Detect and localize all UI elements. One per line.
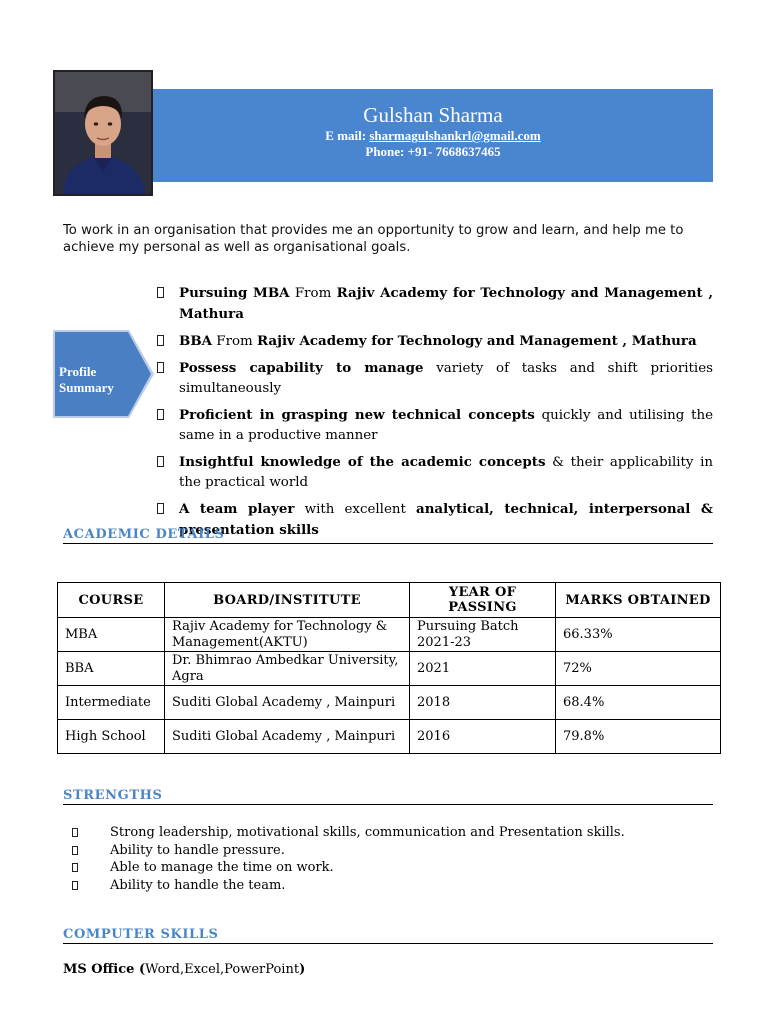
strength-text: Able to manage the time on work. [110,860,334,875]
institute-cell: Suditi Global Academy , Mainpuri [165,686,410,720]
institute-cell: Dr. Bhimrao Ambedkar University, Agra [165,652,410,686]
strengths-list [68,824,625,894]
item-strong: Proficient in grasping new technical concepts [179,407,535,423]
profile-photo [53,70,153,196]
list-item [157,405,713,446]
skill-strong: MS Office ( [63,962,146,977]
candidate-name: Gulshan Sharma [363,103,503,127]
table-row [58,720,721,754]
course-cell: BBA [58,652,165,686]
profile-label-line2: Summary [59,380,114,395]
profile-summary-label [59,364,114,396]
list-item [157,452,713,493]
item-strong: A team player [179,501,295,517]
year-cell: Pursuing Batch 2021-23 [410,618,556,652]
strength-text: Strong leadership, motivational skills, communication and Presentation skills. [110,825,625,840]
bullet-icon [72,863,78,872]
email-label: E mail: [325,128,370,143]
item-strong: Insightful knowledge of the academic concepts [179,454,546,470]
list-item [157,358,713,399]
column-header: YEAR OF PASSING [410,583,556,618]
bullet-icon [157,362,164,373]
table-header-row [58,583,721,618]
bullet-icon [157,503,164,514]
email-line [153,128,713,144]
list-item [157,331,713,352]
email-link[interactable]: sharmagulshankrl@gmail.com [369,128,541,143]
computer-skills-heading: COMPUTER SKILLS [63,927,713,944]
item-strong: Rajiv Academy for Technology and Management , Mathura [179,285,713,322]
item-text: variety of tasks and shift priorities simultaneously [179,361,713,396]
item-strong: Possess capability to manage [179,360,424,376]
marks-cell: 68.4% [556,686,721,720]
item-strong: BBA [179,333,213,349]
header-banner [153,89,713,182]
item-text: From [289,286,337,301]
list-item [68,877,625,895]
list-item [68,824,625,842]
table-row [58,686,721,720]
item-text: From [212,334,257,349]
course-cell: MBA [58,618,165,652]
course-cell: High School [58,720,165,754]
item-strong: analytical, technical, interpersonal & presentation skills [179,501,713,538]
skill-text: Word,Excel,PowerPoint [145,962,300,977]
table-row [58,652,721,686]
bullet-icon [157,456,164,467]
item-text: & their applicability in the practical world [179,455,713,490]
year-cell: 2021 [410,652,556,686]
institute-cell: Rajiv Academy for Technology & Management(AKTU) [165,618,410,652]
bullet-icon [72,881,78,890]
bullet-icon [72,846,78,855]
academic-details-heading: ACADEMIC DETAILS [63,527,713,544]
skill-close: ) [299,962,306,977]
ms-office-skill [63,962,305,977]
strength-text: Ability to handle the team. [110,877,286,893]
phone-line: Phone: +91- 7668637465 [365,144,501,159]
marks-cell: 66.33% [556,618,721,652]
bullet-icon [157,287,164,298]
column-header: COURSE [58,583,165,618]
bullet-icon [72,828,78,837]
item-text: quickly and utilising the same in a productive manner [179,408,714,443]
table-row [58,618,721,652]
person-photo-icon [55,72,151,194]
institute-cell: Suditi Global Academy , Mainpuri [165,720,410,754]
column-header: MARKS OBTAINED [556,583,721,618]
marks-cell: 72% [556,652,721,686]
year-cell: 2016 [410,720,556,754]
column-header: BOARD/INSTITUTE [165,583,410,618]
strength-text: Ability to handle pressure. [110,842,285,858]
list-item [68,859,625,877]
strengths-heading: STRENGTHS [63,788,713,805]
profile-summary-list [157,283,713,547]
bullet-icon [157,335,164,346]
marks-cell: 79.8% [556,720,721,754]
list-item [68,842,625,860]
course-cell: Intermediate [58,686,165,720]
bullet-icon [157,409,164,420]
academic-table [57,582,721,754]
career-objective: To work in an organisation that provides me an opportunity to grow and learn, and help me to achieve my personal as well as organisational goals. [63,223,684,255]
profile-summary-badge [50,327,157,421]
profile-label-line1: Profile [59,364,97,379]
item-strong: Rajiv Academy for Technology and Management , Mathura [257,333,697,349]
list-item [157,283,713,325]
year-cell: 2018 [410,686,556,720]
item-text: with excellent [294,502,417,517]
item-strong: Pursuing MBA [179,285,290,301]
